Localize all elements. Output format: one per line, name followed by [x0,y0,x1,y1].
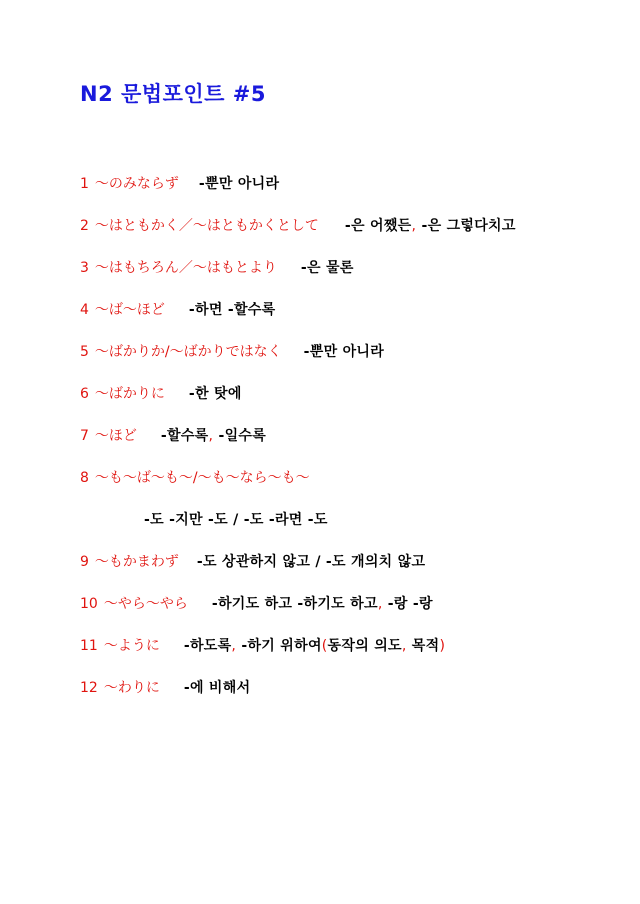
japanese-pattern: ～やら～やら [103,596,188,612]
korean-meaning [161,428,266,444]
item-number: 5 [80,344,89,360]
grammar-item-12 [80,678,250,698]
korean-meaning-a: -은 어쨌든 [344,218,412,234]
grammar-item-3 [80,258,354,278]
grammar-item-6 [80,384,242,404]
japanese-pattern: ～ば～ほど [94,302,165,318]
item-number: 3 [80,260,89,276]
item-number: 1 [80,176,89,192]
japanese-pattern: ～ように [103,638,160,654]
korean-meaning-d: 목적 [406,638,440,654]
grammar-item-5 [80,342,384,362]
page-title: N2 문법포인트 #5 [80,82,266,106]
japanese-pattern: ～もかまわず [94,554,179,570]
japanese-pattern: ～ばかりに [94,386,165,402]
separator: , [401,638,407,654]
japanese-pattern: ～はもちろん／～はもとより [94,260,277,276]
separator: , [231,638,237,654]
korean-meaning-b: -일수록 [213,428,267,444]
item-number: 7 [80,428,89,444]
grammar-item-8 [80,468,310,488]
separator: , [377,596,383,612]
item-number: 11 [80,638,98,654]
item-number: 9 [80,554,89,570]
grammar-item-4 [80,300,275,320]
japanese-pattern: ～わりに [103,680,160,696]
korean-meaning [345,218,516,234]
item-number: 12 [80,680,98,696]
paren-close: ) [439,638,446,654]
japanese-pattern: ～ほど [94,428,137,444]
grammar-item-1 [80,174,279,194]
korean-meaning-a: -하도록 [183,638,232,654]
korean-meaning-c: 동작의 의도 [327,638,402,654]
item-number: 4 [80,302,89,318]
grammar-item-11 [80,636,445,656]
grammar-item-8-meaning: -도 -지만 -도 / -도 -라면 -도 [144,512,328,528]
separator: , [411,218,417,234]
item-number: 10 [80,596,98,612]
korean-meaning-a: -할수록 [160,428,209,444]
korean-meaning [212,596,433,612]
paren-open: ( [321,638,328,654]
korean-meaning: -에 비해서 [183,680,251,696]
separator: , [208,428,214,444]
item-number: 2 [80,218,89,234]
korean-meaning-a: -하기도 하고 -하기도 하고 [211,596,378,612]
korean-meaning-b: -은 그렇다치고 [416,218,516,234]
grammar-item-10 [80,594,433,614]
grammar-item-7 [80,426,266,446]
grammar-item-2 [80,216,516,236]
korean-meaning-b: -랑 -랑 [382,596,433,612]
item-number: 8 [80,470,89,486]
japanese-pattern: ～はともかく／～はともかくとして [94,218,319,234]
korean-meaning: -도 상관하지 않고 / -도 개의치 않고 [196,554,426,570]
korean-meaning: -하면 -할수록 [188,302,276,318]
korean-meaning: -뿐만 아니라 [303,344,385,360]
grammar-item-9 [80,552,425,572]
japanese-pattern: ～も～ば～も～/～も～なら～も～ [94,470,310,486]
japanese-pattern: ～ばかりか/～ばかりではなく [94,344,282,360]
korean-meaning: -은 물론 [300,260,354,276]
korean-meaning-b: -하기 위하여 [236,638,322,654]
korean-meaning [184,638,445,654]
korean-meaning: -뿐만 아니라 [198,176,280,192]
item-number: 6 [80,386,89,402]
korean-meaning: -한 탓에 [188,386,242,402]
japanese-pattern: ～のみならず [94,176,179,192]
